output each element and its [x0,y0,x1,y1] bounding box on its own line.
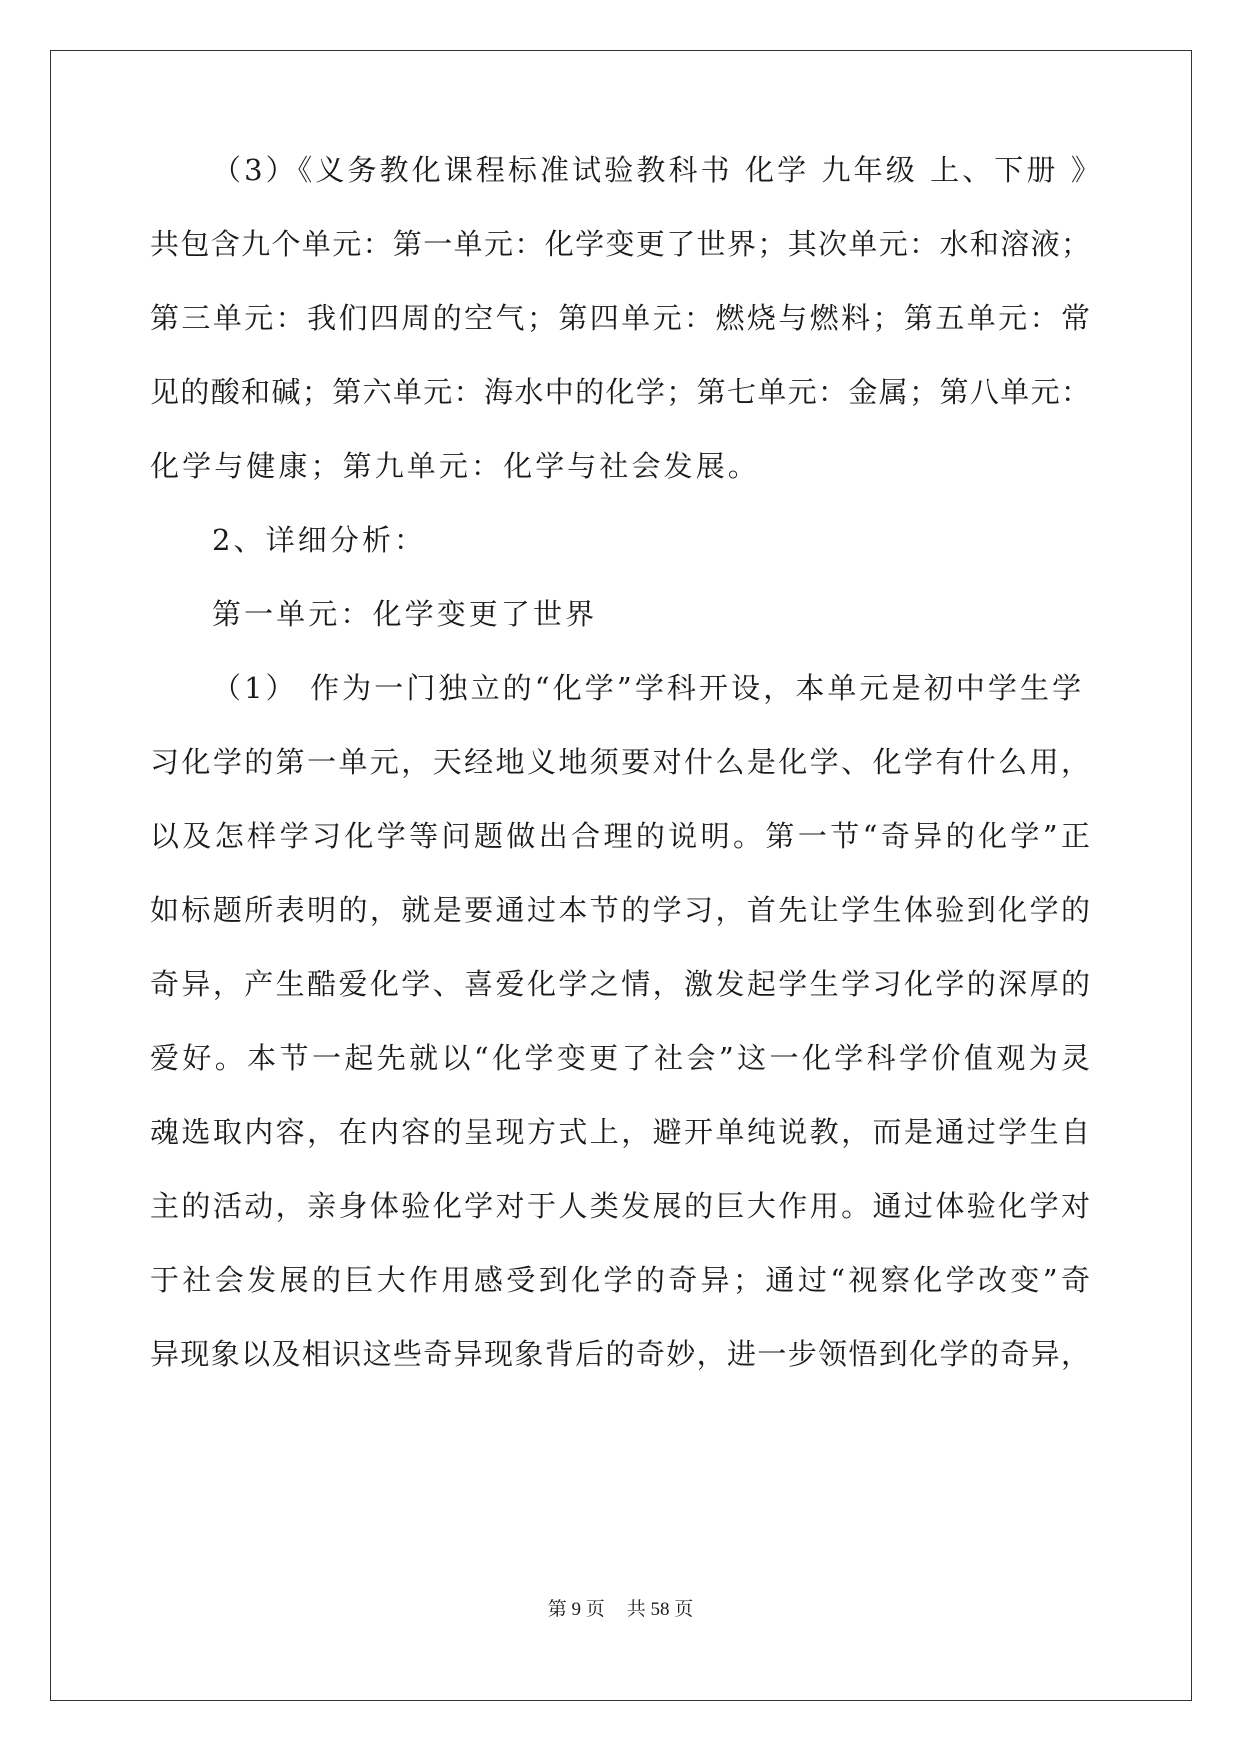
paragraph-line: 主的活动，亲身体验化学对于人类发展的巨大作用。通过体验化学对 [150,1189,1090,1223]
paragraph-line: 第三单元：我们四周的空气；第四单元：燃烧与燃料；第五单元：常 [150,301,1090,335]
paragraph-line: （1） 作为一门独立的“化学”学科开设，本单元是初中学生学 [212,671,1085,705]
paragraph-line: 异现象以及相识这些奇异现象背后的奇妙，进一步领悟到化学的奇异， [150,1337,1090,1371]
paragraph-line: 如标题所表明的，就是要通过本节的学习，首先让学生体验到化学的 [150,893,1090,927]
paragraph-line: 魂选取内容，在内容的呈现方式上，避开单纯说教，而是通过学生自 [150,1115,1090,1149]
section-heading: 2、详细分析： [212,523,427,557]
paragraph-line: 共包含九个单元：第一单元：化学变更了世界；其次单元：水和溶液； [150,227,1090,261]
paragraph-line: （3）《义务教化课程标准试验教科书 化学 九年级 上、下册 》 [212,153,1103,187]
paragraph-line: 于社会发展的巨大作用感受到化学的奇异；通过“视察化学改变”奇 [150,1263,1090,1297]
paragraph-line: 化学与健康；第九单元：化学与社会发展。 [150,449,760,483]
paragraph-line: 爱好。本节一起先就以“化学变更了社会”这一化学科学价值观为灵 [150,1041,1090,1075]
page-footer [0,1594,1241,1621]
total-pages: 共 58 页 [626,1599,694,1620]
unit-heading: 第一单元：化学变更了世界 [212,597,598,631]
paragraph-line: 见的酸和碱；第六单元：海水中的化学；第七单元：金属；第八单元： [150,375,1090,409]
paragraph-line: 以及怎样学习化学等问题做出合理的说明。第一节“奇异的化学”正 [150,819,1090,853]
page-number: 第 9 页 [547,1599,605,1620]
paragraph-line: 奇异，产生酷爱化学、喜爱化学之情，激发起学生学习化学的深厚的 [150,967,1090,1001]
paragraph-line: 习化学的第一单元，天经地义地须要对什么是化学、化学有什么用， [150,745,1090,779]
